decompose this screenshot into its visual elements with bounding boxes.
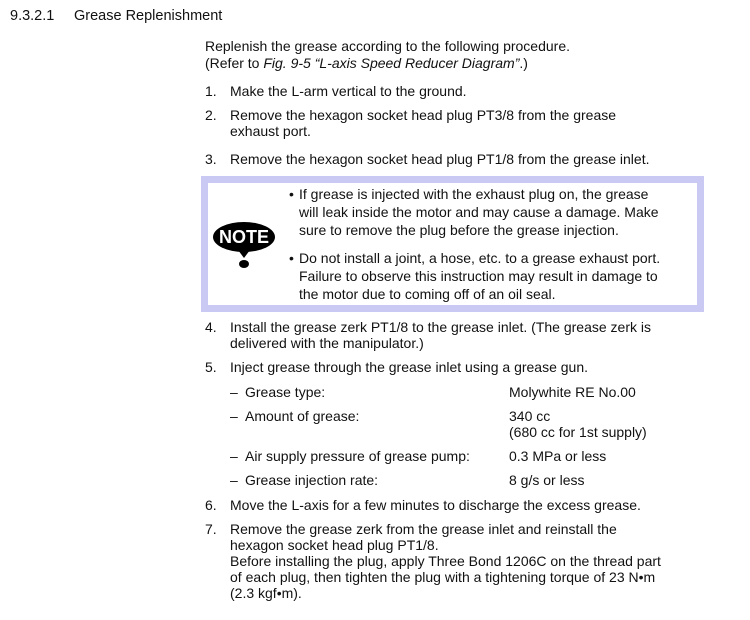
step-4: Install the grease zerk PT1/8 to the grease inlet. (The grease zerk is delivered with the manipulator.) — [230, 319, 651, 351]
note-bullet-1: • — [289, 186, 294, 202]
step-3: Remove the hexagon socket head plug PT1/8 from the grease inlet. — [230, 151, 650, 167]
step-1: Make the L-arm vertical to the ground. — [230, 83, 467, 99]
step-3-number: 3. — [205, 151, 217, 167]
figure-reference: Fig. 9-5 “L-axis Speed Reducer Diagram” — [263, 55, 520, 71]
section-title: Grease Replenishment — [74, 8, 223, 24]
intro-text: Replenish the grease according to the following procedure. — [205, 38, 571, 54]
note-icon-label: NOTE — [218, 227, 270, 247]
spec-dash: – — [230, 384, 238, 400]
spec-dash: – — [230, 408, 238, 424]
intro-reference: (Refer to Fig. 9-5 “L-axis Speed Reducer Diagram”.) — [205, 55, 528, 71]
step-5-number: 5. — [205, 359, 217, 375]
step-2: Remove the hexagon socket head plug PT3/8 from the grease exhaust port. — [230, 107, 617, 139]
note-icon — [212, 221, 276, 271]
note-item-2: Do not install a joint, a hose, etc. to a grease exhaust port. Failure to observe this instruction may result in damage to the motor due to coming off of an oil seal. — [299, 250, 661, 302]
spec-label-grease-type: Grease type: — [245, 384, 326, 400]
spec-dash: – — [230, 448, 238, 464]
step-2-number: 2. — [205, 107, 217, 123]
step-5: Inject grease through the grease inlet using a grease gun. — [230, 359, 589, 375]
section-number: 9.3.2.1 — [10, 8, 55, 24]
spec-value-air-pressure: 0.3 MPa or less — [509, 448, 607, 464]
step-7-number: 7. — [205, 521, 217, 537]
spec-value-amount: 340 cc — [509, 408, 551, 424]
spec-label-amount: Amount of grease: — [245, 408, 360, 424]
note-item-1: If grease is injected with the exhaust plug on, the grease will leak inside the motor and may cause a damage. Make sure to remove the plug before the grease injection. — [299, 186, 659, 238]
spec-value-injection-rate: 8 g/s or less — [509, 472, 585, 488]
step-6-number: 6. — [205, 497, 217, 513]
spec-label-injection-rate: Grease injection rate: — [245, 472, 379, 488]
step-7: Remove the grease zerk from the grease inlet and reinstall the hexagon socket head plug PT1/8. Before installing the plug, apply Three Bond 1206C on the thread part of each plug, then tighten the plug with a tightening torque of 23 N•m (2.3 kgf•m). — [230, 521, 661, 601]
step-1-number: 1. — [205, 83, 217, 99]
spec-label-air-pressure: Air supply pressure of grease pump: — [245, 448, 470, 464]
spec-value-grease-type: Molywhite RE No.00 — [509, 384, 636, 400]
step-4-number: 4. — [205, 319, 217, 335]
note-bullet-2: • — [289, 250, 294, 266]
step-6: Move the L-axis for a few minutes to discharge the excess grease. — [230, 497, 641, 513]
spec-dash: – — [230, 472, 238, 488]
spec-value-amount-note: (680 cc for 1st supply) — [509, 424, 647, 440]
